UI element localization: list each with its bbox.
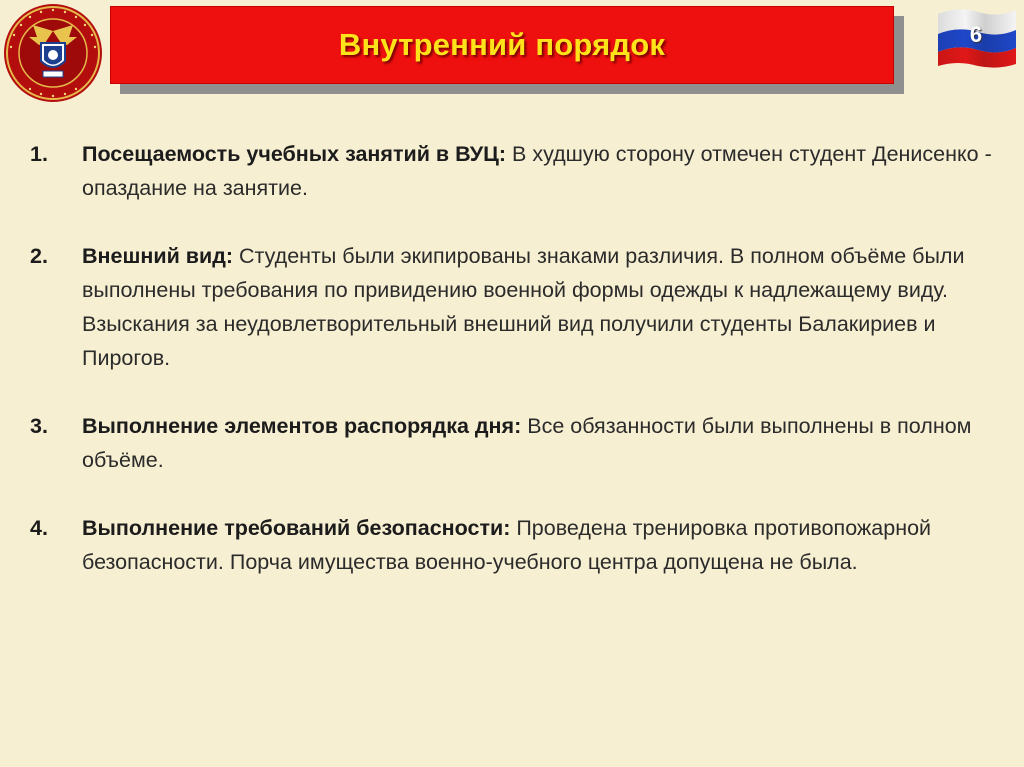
list-item-heading: Посещаемость учебных занятий в ВУЦ: — [82, 142, 513, 166]
list-item-text: В худшую сторону отмечен студент Денисенко - опаздание на занятие. — [82, 142, 992, 200]
page-number: 6 — [969, 22, 983, 47]
list-item-number: 1. — [30, 142, 48, 166]
list-item-text: Проведена тренировка противопожарной безопасности. Порча имущества военно-учебного центра допущена не была. — [82, 516, 932, 574]
emblem-icon — [3, 3, 103, 103]
list-item-text: Все обязанности были выполнены в полном объёме. — [82, 414, 972, 472]
list-item-heading: Выполнение элементов распорядка дня: — [82, 414, 528, 438]
list-item-number: 2. — [30, 244, 48, 268]
title-banner — [110, 6, 894, 84]
list-item-heading: Внешний вид: — [82, 244, 239, 268]
list-item-text: Студенты были экипированы знаками различия. В полном объёме были выполнены требования по привидению военной формы одежды к надлежащему виду. Взыскания за неудовлетворительный внешний вид получили студенты Балакириев и Пирогов. — [82, 244, 965, 370]
list-item-number: 3. — [30, 414, 48, 438]
page-title: Внутренний порядок — [338, 27, 666, 62]
list-item — [30, 511, 1010, 579]
list-item — [30, 137, 1010, 205]
list-item — [30, 239, 1010, 375]
list-item-number: 4. — [30, 516, 48, 540]
list-item — [30, 409, 1010, 477]
content-list — [30, 137, 1010, 613]
list-item-heading: Выполнение требований безопасности: — [82, 516, 517, 540]
